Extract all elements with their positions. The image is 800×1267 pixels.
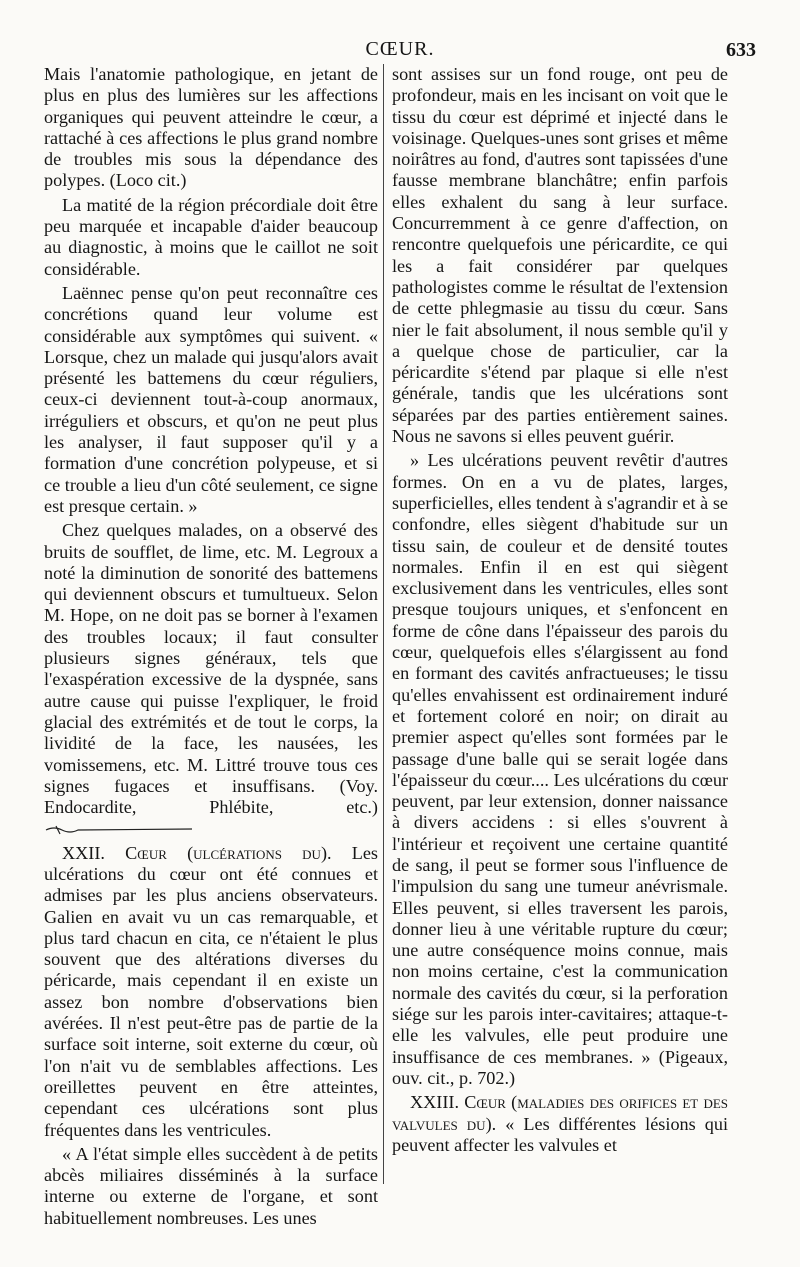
paragraph: Laënnec pense qu'on peut reconnaître ces concrétions quand leur volume est considérable aux symptômes qui suivent. « Lorsque, chez un malade qui jusqu'alors avait présenté les battemens du cœur réguliers, ceux-ci deviennent tout-à-coup anormaux, irréguliers et obscurs, et qu'on ne peut plus les analyser, il faut supposer qu'il y a formation d'une concrétion polypeuse, et si ce trouble a lieu d'un côté seulement, ce signe est presque certain. » <box>44 282 378 516</box>
page-title: CŒUR. <box>365 38 435 60</box>
section-number: XXIII. <box>410 1092 459 1113</box>
right-column <box>392 64 728 1159</box>
page-number: 633 <box>726 39 756 61</box>
paragraph: sont assises sur un fond rouge, ont peu de profondeur, mais en les incisant on voit que le tissu du cœur est déprimé et injecté dans le voisinage. Quelques-unes sont grises et même noirâtres au fond, d'autres sont tapissées d'une fausse membrane blanchâtre; enfin parfois elles exhalent du sang à leur surface. Concurremment à ce genre d'affection, on rencontre quelquefois une péricardite, ce qui les a fait considérer par quelques pathologistes comme le résultat de l'extension de cette phlegmasie au tissu du cœur. Sans nier le fait absolument, il nous semble qu'il y a quelque chose de particulier, car la péricardite s'étend par plaque si elle n'est générale, tandis que les ulcérations sont séparées par des parties entièrement saines. Nous ne savons si elles peuvent guérir. <box>392 64 728 447</box>
running-head <box>0 38 800 66</box>
paragraph <box>44 520 378 839</box>
paragraph: « A l'état simple elles succèdent à de petits abcès miliaires disséminés à la surface interne ou externe de l'organe, et sont habituellement nombreuses. Les unes <box>44 1143 378 1228</box>
section-text: Les ulcérations du cœur ont été connues et admises par les plus anciens observateurs. Galien en avait vu un cas remarquable, et plus tard chacun en cita, ce n'étaient le plus souvent que des altérations diverses du péricarde, mais cependant il en existe un assez bon nombre d'observations bien avérées. Il n'est peut-être pas de partie de la surface soit interne, soit externe du cœur, où l'on n'ait vu de semblables affections. Les oreillettes peuvent en être atteintes, cependant ces ulcérations sont plus fréquentes dans les ventricules. <box>44 842 379 1140</box>
paragraph: La matité de la région précordiale doit être peu marquée et incapable d'aider beaucoup au diagnostic, à moins que le caillot ne soit considérable. <box>44 194 378 279</box>
section-text: « Les différentes lésions qui peuvent affecter les valvules et <box>392 1113 728 1155</box>
section-title: Cœur (maladies des orifices et des valvules du). <box>392 1092 729 1134</box>
section-number: XXII. <box>62 842 105 863</box>
handwritten-mark-icon <box>44 825 194 835</box>
column-divider <box>383 64 384 1184</box>
left-column <box>44 64 378 1232</box>
paragraph-text: Chez quelques malades, on a observé des bruits de soufflet, de lime, etc. M. Legroux a noté la diminution de sonorité des battemens qui deviennent obscurs et tumultueux. Selon M. Hope, on ne doit pas se borner à l'examen des troubles locaux; il faut consulter plusieurs signes généraux, tels que l'exaspération excessive de la dyspnée, sans autre cause qui puisse l'expliquer, le froid glacial des extrémités et de tout le corps, la lividité de la face, les nausées, les vomissemens, etc. M. Littré trouve tous ces signes fugaces et insuffisans. (Voy. Endocardite, Phlébite, etc.) <box>44 520 378 818</box>
section-title: Cœur (ulcérations du). <box>125 842 332 863</box>
paragraph: Mais l'anatomie pathologique, en jetant de plus en plus des lumières sur les affections organiques qui peuvent atteindre le cœur, a rattaché à ces affections le plus grand nombre de troubles mis sous la dépendance des polypes. (Loco cit.) <box>44 64 378 191</box>
section-23 <box>392 1092 728 1156</box>
section-22 <box>44 843 378 1141</box>
paragraph: » Les ulcérations peuvent revêtir d'autres formes. On en a vu de plates, larges, superficielles, elles tendent à s'agrandir et à se confondre, elles siègent d'habitude sur un tissu sain, de couleur et de densité toutes normales. Enfin il en est qui siègent exclusivement dans les ventricules, elles sont presque toujours uniques, et s'enfoncent en forme de cône dans l'épaisseur des parois du cœur, quelquefois elles s'élargissent au fond en formant des cavités anfractueuses; le tissu qu'elles envahissent est ordinairement induré et fortement coloré en noir; on dirait au premier aspect qu'elles sont formées par le passage d'une balle qui se serait logée dans l'épaisseur du cœur.... Les ulcérations du cœur peuvent, par leur extension, donner naissance à divers accidens : si elles s'ouvrent à l'intérieur et reçoivent une certaine quantité de sang, il peut se former sous l'influence de l'impulsion du sang une tumeur anévrismale. Elles peuvent, si elles traversent les parois, donner lieu à une véritable rupture du cœur; une autre conséquence moins connue, mais non moins certaine, c'est la communication normale des cavités du cœur, si la perforation siége sur les parois inter-cavitaires; attaque-t-elle les valvules, elle peut produire une insuffisance de ces membranes. » (Pigeaux, ouv. cit., p. 702.) <box>392 450 728 1088</box>
